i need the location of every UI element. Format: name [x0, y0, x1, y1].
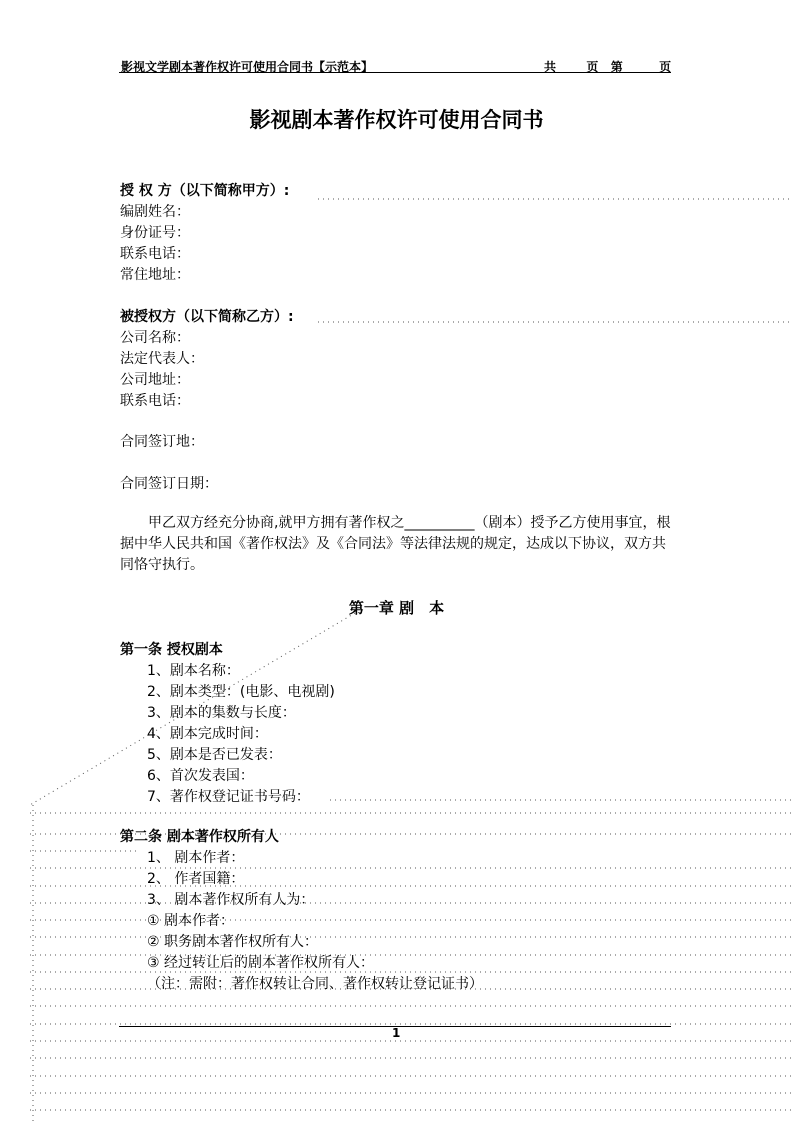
header-nth-label: 第 — [610, 60, 623, 74]
party-b-field-phone: 联系电话： — [120, 393, 190, 409]
article-2-item: ② 职务剧本著作权所有人： — [147, 934, 319, 950]
party-a-field-name: 编剧姓名： — [120, 204, 190, 220]
running-header-title: 影视文学剧本著作权许可使用合同书【示范本】 — [121, 60, 374, 74]
article-1-item: 4、剧本完成时间： — [147, 726, 268, 742]
article-1-item: 5、剧本是否已发表： — [147, 747, 282, 763]
article-1-item: 2、剧本类型：(电影、电视剧) — [147, 684, 335, 700]
page-number: 1 — [392, 1026, 401, 1040]
sign-date-field: 合同签订日期： — [120, 476, 218, 492]
sign-place-field: 合同签订地： — [120, 434, 204, 450]
article-1-item: 1、剧本名称： — [147, 663, 240, 679]
document-title: 影视剧本著作权许可使用合同书 — [249, 108, 544, 132]
party-a-field-id: 身份证号： — [120, 225, 190, 241]
party-a-field-phone: 联系电话： — [120, 246, 190, 262]
article-1-item: 6、首次发表国： — [147, 768, 254, 784]
chapter-heading: 第一章 剧 本 — [348, 599, 445, 617]
intro-paragraph: 甲乙双方经充分协商,就甲方拥有著作权之__________（剧本）授予乙方使用事宜，根据中华人民共和国《著作权法》及《合同法》等法律法规的规定，达成以下协议，双方共同恪守执行。 — [120, 515, 671, 573]
article-2-item: 1、 剧本作者： — [147, 850, 245, 866]
article-1-item: 3、剧本的集数与长度： — [147, 705, 296, 721]
party-a-field-address: 常住地址： — [120, 267, 190, 283]
party-a-heading: 授 权 方（以下简称甲方）: — [120, 183, 290, 199]
article-2-heading: 第二条 剧本著作权所有人 — [120, 829, 279, 845]
header-rule — [119, 72, 671, 73]
article-2-item: ③ 经过转让后的剧本著作权所有人： — [147, 955, 375, 971]
article-1-item: 7、著作权登记证书号码： — [147, 789, 310, 805]
header-page-label-2: 页 — [659, 60, 672, 74]
party-b-heading: 被授权方（以下简称乙方）: — [120, 309, 294, 325]
article-2-note: （注：需附：著作权转让合同、著作权转让登记证书） — [147, 976, 483, 992]
article-2-item: 3、 剧本著作权所有人为： — [147, 892, 315, 908]
party-b-field-address: 公司地址： — [120, 372, 190, 388]
article-2-item: 2、 作者国籍： — [147, 871, 245, 887]
header-page-label: 页 — [586, 60, 599, 74]
article-2-item: ① 剧本作者： — [147, 913, 235, 929]
party-b-field-legal-rep: 法定代表人： — [120, 351, 204, 367]
article-1-heading: 第一条 授权剧本 — [120, 642, 223, 658]
header-total-label: 共 — [544, 60, 557, 74]
party-b-field-company: 公司名称： — [120, 330, 190, 346]
